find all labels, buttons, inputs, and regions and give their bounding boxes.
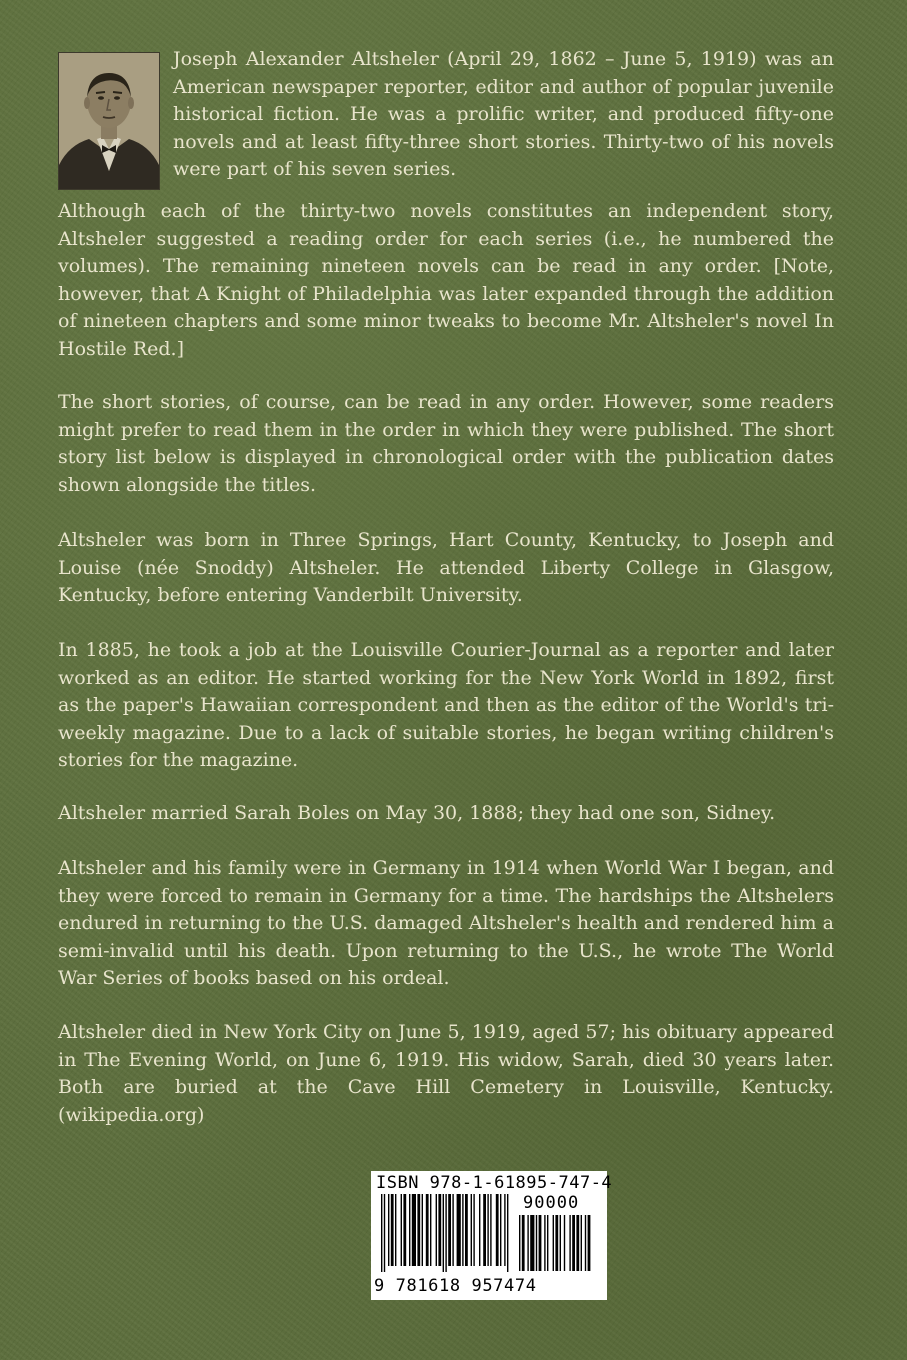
barcode-bar — [443, 1194, 444, 1272]
barcode-bar — [395, 1194, 396, 1266]
barcode-bar — [588, 1215, 591, 1271]
isbn-barcode — [371, 1171, 613, 1300]
barcode-bar — [555, 1215, 558, 1271]
barcode-bar — [479, 1194, 480, 1266]
author-portrait — [58, 52, 160, 190]
barcode-bar — [471, 1194, 472, 1266]
barcode-bar — [496, 1194, 499, 1266]
barcode-bar — [384, 1194, 385, 1272]
barcode-bar — [452, 1194, 453, 1266]
bio-paragraph-career: In 1885, he took a job at the Louisville Courier-Journal as a reporter and later worked as an editor. He started working for the New York World in 1892, first as the paper's Hawaiian correspondent and then as the editor of the World's tri-weekly magazine. Due to a lack of suitable stories, he began writing children's stories for the magazine. — [58, 639, 834, 771]
barcode-bar — [436, 1194, 437, 1266]
addon-barcode-bars — [519, 1215, 601, 1275]
barcode-bar — [572, 1215, 575, 1271]
barcode-bar — [438, 1194, 441, 1266]
barcode-bar — [426, 1194, 429, 1266]
barcode-bar — [457, 1194, 461, 1266]
barcode-bar — [381, 1194, 382, 1272]
barcode-bar — [581, 1215, 582, 1271]
barcode-bar — [430, 1194, 431, 1266]
barcode-bar — [527, 1215, 528, 1271]
barcode-bar — [483, 1194, 486, 1266]
bio-paragraph-short-stories: The short stories, of course, can be read in any order. However, some readers might prefer to read them in the order in which they were published. The short story list below is displayed in chronological order with the publication dates shown alongside the titles. — [58, 391, 834, 496]
bio-paragraph-germany: Altsheler and his family were in Germany in 1914 when World War I began, and they were forced to remain in Germany for a time. The hardships the Altshelers endured in returning to the U.S. damaged Altsheler's health and rendered him a semi-invalid until his death. Upon returning to the U.S., he wrote The World War Series of books based on his ordeal. — [58, 857, 834, 989]
barcode-bar — [519, 1215, 520, 1271]
barcode-bar — [401, 1194, 402, 1266]
bio-paragraph-death: Altsheler died in New York City on June 5, 1919, aged 57; his obituary appeared in The Evening World, on June 6, 1919. His widow, Sarah, died 30 years later. Both are buried at the Cave Hill Cemetery in Louisville, Kentucky. (wikipedia.org) — [58, 1021, 834, 1126]
barcode-bar — [473, 1194, 474, 1266]
barcode-bar — [422, 1194, 423, 1266]
barcode-bar — [500, 1194, 501, 1266]
barcode-bar — [490, 1194, 491, 1266]
barcode-bar — [391, 1194, 394, 1266]
bio-paragraph-reading-order: Although each of the thirty-two novels constitutes an independent story, Altsheler suggested a reading order for each series (i.e., he numbered the volumes). The remaining nineteen novels can be read in any order. [Note, however, that A Knight of Philadelphia was later expanded through the addition of nineteen chapters and some minor tweaks to become Mr. Altsheler's novel In Hostile Red.] — [58, 200, 834, 360]
bio-paragraph-marriage: Altsheler married Sarah Boles on May 30, 1888; they had one son, Sidney. — [58, 802, 776, 824]
ean-digits: 9 781618 957474 — [374, 1276, 537, 1296]
barcode-bar — [576, 1215, 579, 1271]
barcode-bar — [487, 1194, 488, 1266]
barcode-bar — [388, 1194, 389, 1266]
barcode-bar — [560, 1215, 561, 1271]
barcode-bar — [462, 1194, 463, 1266]
barcode-bar — [539, 1215, 542, 1271]
barcode-bar — [445, 1194, 446, 1272]
barcode-bar — [530, 1215, 534, 1271]
barcode-bar — [569, 1215, 570, 1271]
barcode-bar — [544, 1215, 545, 1271]
bio-paragraph-intro: Joseph Alexander Altsheler (April 29, 1862 – June 5, 1919) was an American newspaper reporter, editor and author of popular juvenile historical fiction. He was a prolific writer, and produced fifty-one novels and at least fifty-three short stories. Thirty-two of his novels were part of his seven series. — [173, 48, 834, 180]
barcode-bar — [412, 1194, 416, 1266]
barcode-bar — [507, 1194, 508, 1272]
isbn-label: ISBN 978-1-61895-747-4 — [376, 1173, 613, 1193]
barcode-bar — [547, 1215, 548, 1271]
barcode-bar — [448, 1194, 451, 1266]
barcode-bar — [504, 1194, 505, 1266]
bio-paragraph-early-life: Altsheler was born in Three Springs, Hart County, Kentucky, to Joseph and Louise (née Snoddy) Altsheler. He attended Liberty College in Glasgow, Kentucky, before entering Vanderbilt University. — [58, 529, 834, 606]
barcode-bar — [553, 1215, 554, 1271]
barcode-bar — [522, 1215, 525, 1271]
barcode-bar — [585, 1215, 586, 1271]
barcode-bar — [536, 1215, 537, 1271]
barcode-bar — [403, 1194, 406, 1266]
barcode-bar — [465, 1194, 468, 1266]
price-code: 90000 — [523, 1193, 580, 1213]
barcode-bar — [564, 1215, 565, 1271]
barcode-bar — [409, 1194, 410, 1266]
barcode-bar — [417, 1194, 420, 1266]
ean-barcode-bars — [381, 1194, 515, 1274]
